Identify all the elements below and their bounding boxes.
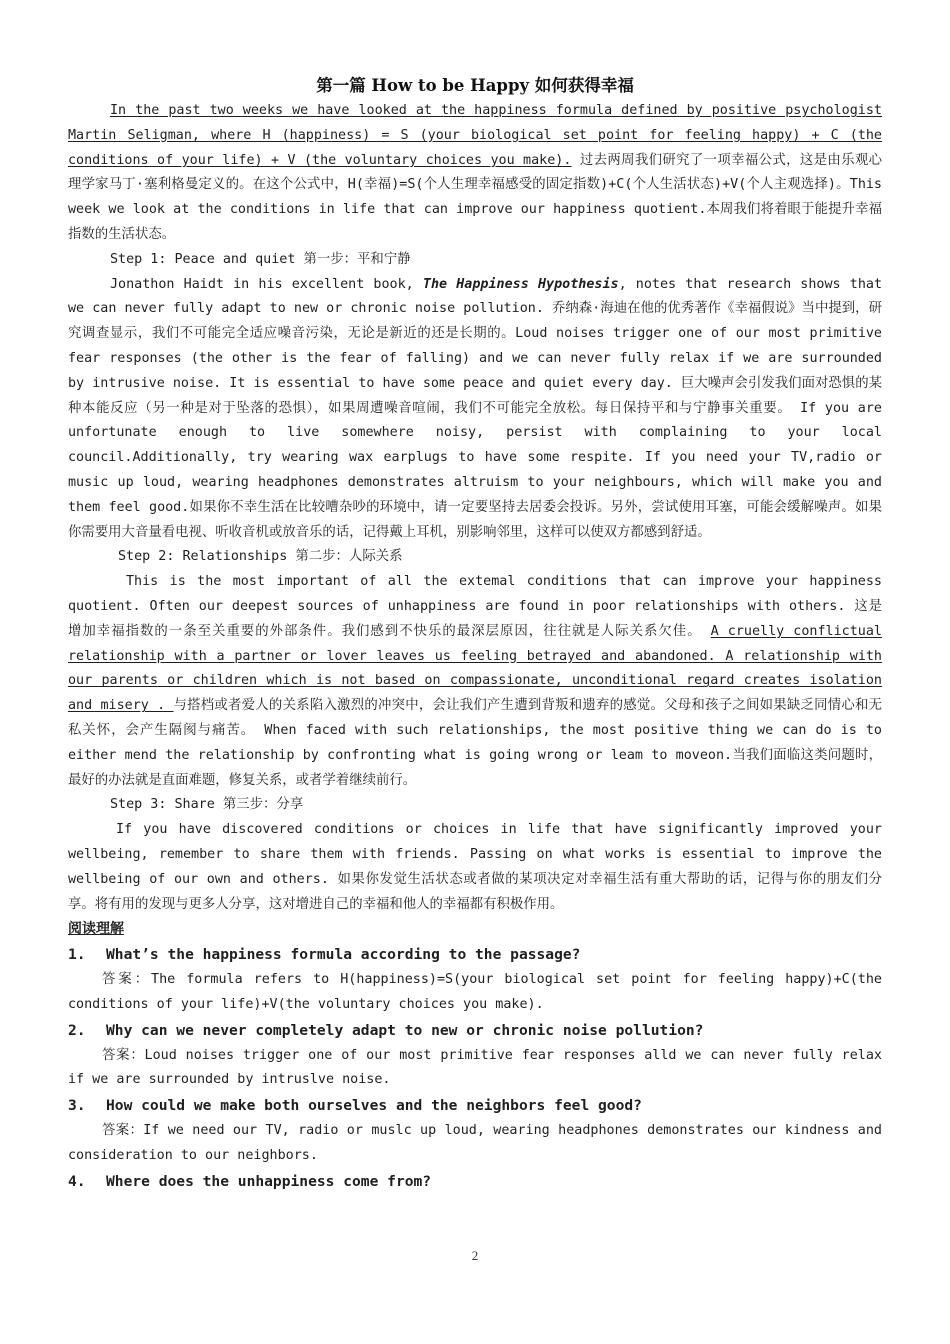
question-text: How could we make both ourselves and the neighbors feel good? [106,1097,642,1115]
question-number: 4. [68,1172,86,1190]
document-body [68,74,882,1195]
step-2-text-start: This is the most important of all the extemal conditions that can improve your happiness quotient. Often our deepest sources of unhappiness are found in poor relationships with others. 这是增加幸福指数的一条至关重要的外部条件。我们感到不快乐的最深层原因，往往就是人际关系欠佳。 [68,574,882,639]
question-3 [68,1093,882,1119]
page-number: 2 [471,1248,479,1263]
step-2-underlined-text: A cruelly conflictual relationship with a partner or lover leaves us feeling betrayed and abandoned. A relationship with our parents or children which is not based on compassionate, unconditional regard creates isolation and misery . [68,623,882,714]
step-3-heading: Step 3: Share 第三步：分享 [110,797,304,813]
answer-3: 答案：If we need our TV, radio or muslc up loud, wearing headphones demonstrates our kindness and consideration to our neighbors. [68,1123,882,1164]
question-4 [68,1169,882,1195]
question-text: Why can we never completely adapt to new or chronic noise pollution? [106,1021,704,1039]
question-number: 3. [68,1097,86,1115]
answer-2: 答案：Loud noises trigger one of our most primitive fear responses alld we can never fully relax if we are surrounded by intruslve noise. [68,1047,882,1088]
book-title: The Happiness Hypothesis [422,276,619,292]
step-2-heading: Step 2: Relationships 第二步：人际关系 [118,549,403,565]
intro-underlined-text: In the past two weeks we have looked at the happiness formula defined by positive psychologist Martin Seligman, where H (happiness) = S (your biological set point for feeling happy) + C (the conditions of your life) + V (the voluntary choices you make). [68,103,882,168]
step-1-text: , notes that research shows that we can never fully adapt to new or chronic noise pollution. 乔纳森·海迪在他的优秀著作《幸福假说》当中提到，研究调查显示，我们不可能完全适应噪音污染，无论是新近的还是长期的。Loud noises trigger one of our most primitive fear responses (the other is the fear of falling) and we can never fully relax if we are surrounded by intrusive noise. It is essential to have some peace and quiet every day. 巨大噪声会引发我们面对恐惧的某种本能反应（另一种是对于坠落的恐惧），如果周遭噪音喧闹，我们不可能完全放松。每日保持平和与宁静事关重要。 If you are unfortunate enough to live somewhere noisy, persist with complaining to your local council.Additionally, try wearing wax earplugs to have some respite. If you need your TV,radio or music up loud, wearing headphones demonstrates altruism to your neighbours, which will make you and them feel good.如果你不幸生活在比较嘈杂吵的环境中，请一定要坚持去居委会投诉。另外，尝试使用耳塞，可能会缓解噪声。如果你需要用大音量看电视、听收音机或放音乐的话，记得戴上耳机，别影响邻里，这样可以使双方都感到舒适。 [68,276,883,540]
step-1-text-start: Jonathon Haidt in his excellent book, [110,276,423,292]
intro-text: 过去两周我们研究了一项幸福公式，这是由乐观心理学家马丁·塞利格曼定义的。在这个公式中，H(幸福)=S(个人生理幸福感受的固定指数)+C(个人生活状态)+V(个人主观选择)。This week we look at the conditions in life that can improve our happiness quotient.本周我们将着眼于能提升幸福指数的生活状态。 [68,152,882,242]
step-2-paragraph [68,570,882,793]
intro-paragraph [68,99,882,248]
answer-1: 答案：The formula refers to H(happiness)=S(your biological set point for feeling happy)+C(the conditions of your life)+V(the voluntary choices you make). [68,972,882,1012]
question-text: What’s the happiness formula according to the passage? [106,946,581,964]
step-1-paragraph [68,273,882,546]
question-number: 1. [68,946,86,964]
section-title: 阅读理解 [68,921,124,938]
step-1-heading: Step 1: Peace and quiet 第一步：平和宁静 [110,251,411,267]
question-text: Where does the unhappiness come from? [106,1172,432,1190]
step-3-paragraph: If you have discovered conditions or choices in life that have significantly improved your wellbeing, remember to share them with friends. Passing on what works is essential to improve the wellbeing of our own and others. 如果你发觉生活状态或者做的某项决定对幸福生活有重大帮助的话，记得与你的朋友们分享。将有用的发现与更多人分享，这对增进自己的幸福和他人的幸福都有积极作用。 [68,822,882,912]
step-2-text: 与搭档或者爱人的关系陷入激烈的冲突中，会让我们产生遭到背叛和遗弃的感觉。父母和孩子之间如果缺乏同情心和无私关怀，会产生隔阂与痛苦。 When faced with such relationships, the most positive thing we can do is to either mend the relationship by confronting what is going wrong or leam to moveon.当我们面临这类问题时，最好的办法就是直面难题，修复关系，或者学着继续前行。 [68,698,882,788]
question-number: 2. [68,1021,86,1039]
page-title: 第一篇 How to be Happy 如何获得幸福 [316,76,634,95]
question-2 [68,1018,882,1044]
question-1 [68,942,882,968]
